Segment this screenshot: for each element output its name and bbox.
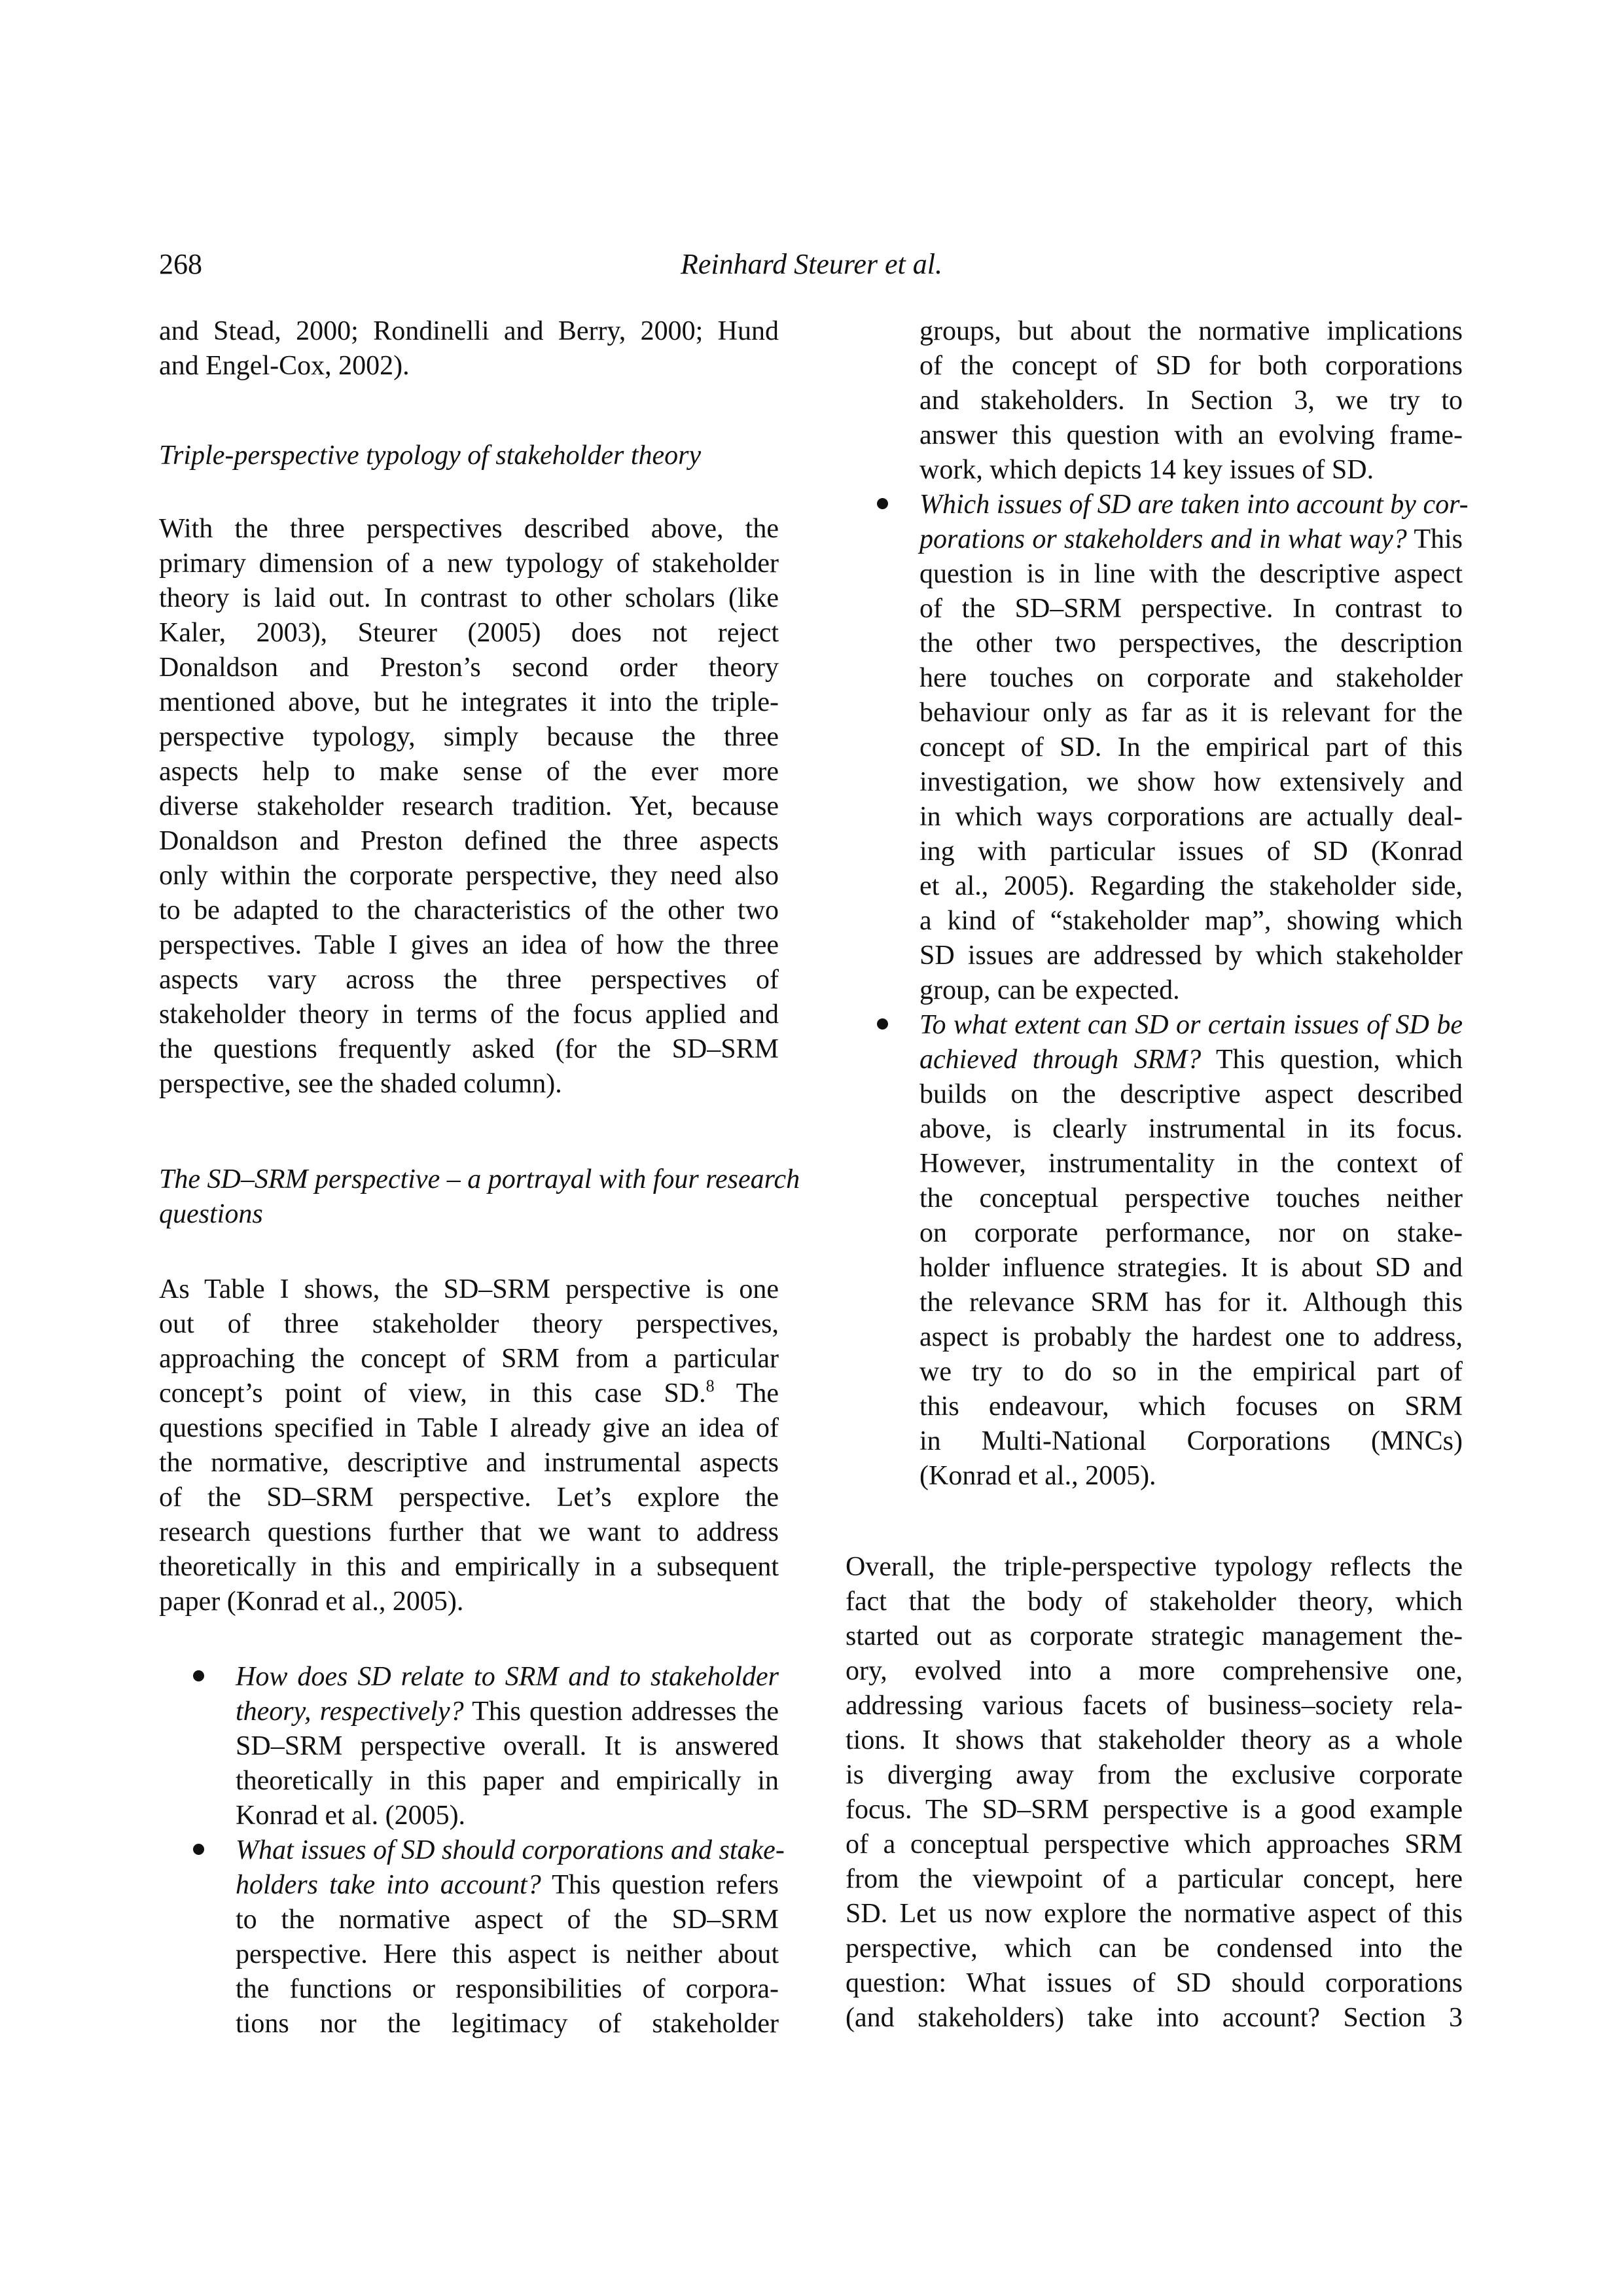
question-text: holders take into account? [236,1870,541,1900]
question-text: porations or stakeholders and in what way? [919,524,1407,554]
body-line: the conceptual perspective touches neither [919,1183,1463,1213]
body-line: above, is clearly instrumental in its focus. [919,1114,1463,1144]
body-line: perspectives. Table I gives an idea of how the three [159,930,779,960]
body-line: and Stead, 2000; Rondinelli and Berry, 2000; Hund [159,316,779,346]
body-line: we try to do so in the empirical part of [919,1357,1463,1387]
body-line: Konrad et al. (2005). [236,1801,466,1831]
body-line [236,1695,779,1729]
question-line: Which issues of SD are taken into account by cor- [919,490,1469,520]
body-line: groups, but about the normative implications [919,316,1463,346]
body-line: As Table I shows, the SD–SRM perspective is one [159,1274,779,1304]
body-line: theoretically in this paper and empirically in [236,1766,779,1796]
question-line: What issues of SD should corporations and stake- [236,1835,785,1865]
body-line: builds on the descriptive aspect described [919,1079,1463,1109]
bullet-icon [193,1844,204,1855]
body-line: ing with particular issues of SD (Konrad [919,836,1463,867]
body-line: (Konrad et al., 2005). [919,1461,1156,1491]
section-heading: Triple-perspective typology of stakeholder theory [159,440,702,471]
page-number: 268 [159,248,202,280]
body-line: Donaldson and Preston defined the three aspects [159,826,779,856]
body-line: of the SD–SRM perspective. In contrast to [919,594,1463,624]
body-line: a kind of “stakeholder map”, showing which [919,906,1463,936]
body-line: theoretically in this and empirically in a subsequent [159,1552,779,1582]
body-line: SD–SRM perspective overall. It is answered [236,1731,779,1761]
body-line [159,1376,779,1411]
body-line: answer this question with an evolving frame- [919,420,1463,450]
body-line: of the concept of SD for both corporations [919,351,1463,381]
body-line-text: This question addresses the [472,1696,779,1727]
body-line: this endeavour, which focuses on SRM [919,1391,1463,1422]
body-line: fact that the body of stakeholder theory, which [846,1587,1463,1617]
body-line: on corporate performance, nor on stake- [919,1218,1463,1248]
body-line-text: This [1414,524,1463,554]
body-line: (and stakeholders) take into account? Section 3 [846,2003,1463,2033]
body-line: holder influence strategies. It is about SD and [919,1253,1463,1283]
body-line: the relevance SRM has for it. Although this [919,1287,1463,1318]
body-line: perspective, see the shaded column). [159,1069,562,1099]
section-heading: questions [159,1199,263,1229]
body-line: primary dimension of a new typology of stakeholder [159,548,779,579]
body-line: SD. Let us now explore the normative aspect of this [846,1899,1463,1929]
body-line: ory, evolved into a more comprehensive one, [846,1656,1463,1686]
body-line: group, can be expected. [919,975,1180,1005]
body-line: of the SD–SRM perspective. Let’s explore the [159,1482,779,1513]
body-line [919,522,1463,557]
body-line: perspective. Here this aspect is neither about [236,1939,779,1969]
bullet-icon [193,1670,204,1681]
body-line: diverse stakeholder research tradition. Yet, because [159,791,779,821]
left-column [159,0,800,2296]
body-line-text: The [736,1378,779,1408]
body-line: tions. It shows that stakeholder theory as a whole [846,1725,1463,1755]
body-line: questions specified in Table I already give an idea of [159,1413,779,1443]
question-line: To what extent can SD or certain issues of SD be [919,1010,1463,1040]
body-line: investigation, we show how extensively and [919,767,1463,797]
body-line-text: This question refers [552,1870,779,1900]
body-line: out of three stakeholder theory perspectives, [159,1309,779,1339]
body-line: theory is laid out. In contrast to other scholars (like [159,583,779,613]
right-column [846,0,1469,2296]
body-line-text: concept’s point of view, in this case SD. [159,1378,706,1408]
body-line: Kaler, 2003), Steurer (2005) does not reject [159,618,779,648]
body-line: behaviour only as far as it is relevant for the [919,698,1463,728]
body-line: of a conceptual perspective which approaches SRM [846,1829,1463,1859]
body-line: concept of SD. In the empirical part of this [919,732,1463,762]
question-line: How does SD relate to SRM and to stakeholder [236,1662,779,1692]
body-line: question is in line with the descriptive aspect [919,559,1463,589]
body-line: here touches on corporate and stakeholder [919,663,1463,693]
body-line: approaching the concept of SRM from a particular [159,1344,779,1374]
body-line: addressing various facets of business–society rela- [846,1691,1463,1721]
bullet-icon [877,1018,888,1030]
body-line: question: What issues of SD should corporations [846,1968,1463,1998]
body-line: et al., 2005). Regarding the stakeholder side, [919,871,1463,901]
body-line: to be adapted to the characteristics of the other two [159,895,779,925]
body-line: paper (Konrad et al., 2005). [159,1587,464,1617]
footnote-ref[interactable]: 8 [705,1376,715,1395]
body-line: the questions frequently asked (for the SD–SRM [159,1034,779,1064]
body-line: to the normative aspect of the SD–SRM [236,1905,779,1935]
bullet-icon [877,498,888,509]
body-line: the other two perspectives, the description [919,628,1463,658]
body-line: With the three perspectives described above, the [159,514,779,544]
body-line: However, instrumentality in the context of [919,1149,1463,1179]
body-line: in Multi-National Corporations (MNCs) [919,1426,1463,1456]
body-line: perspective typology, simply because the three [159,722,779,752]
body-line: work, which depicts 14 key issues of SD. [919,455,1374,485]
body-line: aspects vary across the three perspectives of [159,965,779,995]
body-line: stakeholder theory in terms of the focus applied and [159,999,779,1030]
body-line: the normative, descriptive and instrumental aspects [159,1448,779,1478]
body-line: aspect is probably the hardest one to address, [919,1322,1463,1352]
body-line: Donaldson and Preston’s second order theory [159,653,779,683]
body-line: from the viewpoint of a particular concept, here [846,1864,1463,1894]
body-line: mentioned above, but he integrates it into the triple- [159,687,779,717]
question-text: theory, respectively? [236,1696,464,1727]
body-line: Overall, the triple-perspective typology reflects the [846,1552,1463,1582]
body-line: in which ways corporations are actually deal- [919,802,1463,832]
body-line [919,1043,1463,1077]
body-line: tions nor the legitimacy of stakeholder [236,2009,779,2039]
body-line: research questions further that we want to address [159,1517,779,1547]
body-line: aspects help to make sense of the ever more [159,757,779,787]
running-title: Reinhard Steurer et al. [681,248,942,280]
body-line: focus. The SD–SRM perspective is a good example [846,1795,1463,1825]
body-line: and stakeholders. In Section 3, we try to [919,386,1463,416]
body-line: only within the corporate perspective, they need also [159,861,779,891]
body-line: the functions or responsibilities of corpora- [236,1974,779,2004]
body-line: is diverging away from the exclusive corporate [846,1760,1463,1790]
body-line: perspective, which can be condensed into the [846,1933,1463,1964]
body-line [236,1868,779,1903]
body-line-text: This question, which [1215,1045,1463,1075]
body-line: SD issues are addressed by which stakeholder [919,941,1463,971]
question-text: achieved through SRM? [919,1045,1202,1075]
body-line: started out as corporate strategic management the- [846,1621,1463,1651]
section-heading: The SD–SRM perspective – a portrayal with four research [159,1164,800,1194]
body-line: and Engel-Cox, 2002). [159,351,410,381]
